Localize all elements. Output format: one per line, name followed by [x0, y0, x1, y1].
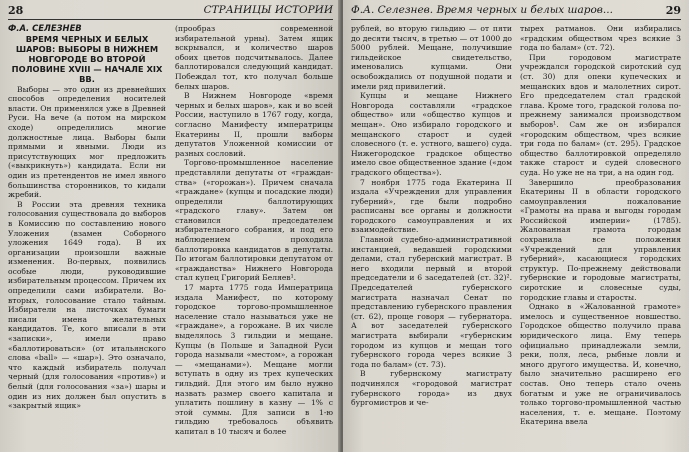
right-col1-paragraph: Купцы и мещане Нижнего Новгорода составляли «градское общество» или «общество купцов и мещан». Оно избирало городского и мещанского старост и судей словесного (т. е. устного, вашего) суда. Нижегородское градское общество имело свое общественное здание («дом градского общества»).	[351, 91, 512, 177]
left-col2-paragraph: (прообраз современной избирательной урны). Затем ящик вскрывался, и количество шаров обоих цветов подсчитывалось. Далее баллотировался следующий кандидат. Побеждал тот, кто получал больше белых шаров.	[175, 24, 333, 91]
right-column-1	[351, 24, 512, 452]
right-col2-paragraph: тырех ратманов. Они избирались «градским обществом чрез всякие 3 года по балам» (ст. 72).	[520, 24, 681, 53]
left-column-1	[8, 24, 166, 452]
right-page-number: 29	[665, 4, 681, 17]
right-header-rule	[351, 19, 681, 20]
right-col2-paragraph: При городовом магистрате учреждался городской сиротский суд (ст. 30) для опеки купеческих и мещанских вдов и малолетних сирот. Его председателем стал градской глава. Кроме того, градской голова по-прежнему занимался производством выборов¹. Сам же он избирался «городским обществом, чрез всякие три года по балам» (ст. 295). Градское общество баллотировкой определяло также старост и судей словесного суда. Но уже не на три, а на один год.	[520, 52, 681, 177]
right-col1-paragraph: 7 ноября 1775 года Екатерина II издала «Учреждения для управления губерний», где были подробно расписаны все органы и должности городского самоуправления и их взаимодействие.	[351, 177, 512, 235]
article-title: ВРЕМЯ ЧЕРНЫХ И БЕЛЫХ ШАРОВ: ВЫБОРЫ В НИЖНЕМ НОВГОРОДЕ ВО ВТОРОЙ ПОЛОВИНЕ XVIII — НАЧАЛЕ XIX ВВ.	[11, 33, 163, 85]
right-running-head: Ф.А. Селезнев. Время черных и белых шаров...	[351, 4, 613, 16]
left-page-header	[8, 3, 333, 18]
left-col2-paragraph: В Нижнем Новгороде «время черных и белых шаров», как и во всей России, наступило в 1767 году, когда, согласно Манифесту императрицы Екатерины II, прошли выборы депутатов Уложенной комиссии от разных сословий.	[175, 91, 333, 158]
right-page	[343, 0, 689, 452]
left-col2-paragraph: 17 марта 1775 года Императрица издала Манифест, по которому городское торгово-промышленное население стало называться уже не «граждане», а горожане. В их числе выделялось 3 гильдии и мещане. Купцы (в Польше и Западной Руси города называли «местом», а горожан — «мещанами»). Мещане могли вступать в одну из трех купеческих гильдий. Для этого им было нужно назвать размер своего капитала и уплатить пошлину в казну — 1% с этой суммы. Для записи в 1-ю гильдию требовалось объявить капитал в 10 тысяч и более	[175, 283, 333, 436]
left-col2-paragraph: Торгово-промышленное население представляли депутаты от «граждан-ства» («горожан»). Причем сначала «граждане» (купцы и посадские люди) определяли баллотирующих «градского главу». Затем он становился председателем избирательного собрания, и под его наблюдением проходила баллотировка кандидатов в депутаты. По итогам баллотировки депутатом от «гражданства» Нижнего Новгорода стал купец Григорий Беляев¹.	[175, 158, 333, 283]
right-column-2	[520, 24, 681, 452]
left-col1-paragraph: Выборы — это один из древнейших способов определения носителей власти. Он применялся уже в Древней Руси. На вече (а потом на мирском сходе) определялись многие должностные лица. Выборы были прямыми и явными. Люди из присутствующих мог предложить («выкрикнуть») кандидата. Если ни один из претендентов не имел явного большинства сторонников, то кидали жребий.	[8, 84, 166, 200]
left-column-2	[175, 24, 333, 452]
left-header-rule	[8, 19, 333, 20]
left-page-number: 28	[8, 4, 24, 17]
left-running-head: СТРАНИЦЫ ИСТОРИИ	[203, 4, 333, 16]
left-col1-paragraph: В России эта древняя техника голосования существовала до выборов в Комиссию по составлению нового Уложения (взамен Соборного уложения 1649 года). В их организации произошли важные изменения. Во-первых, появились особые люди, руководившие избирательным процессом. Причем их определили сами избиратели. Во-вторых, голосование стало тайным. Избиратели на листочках бумаги писали имена желательных кандидатов. Те, кого вписали в эти «записки», имели право «баллотироваться» (от итальянского слова «ball» — «шар»). Это означало, что каждый избиратель получал черный (для голосования «против») и белый (для голосования «за») шары и один из них должен был опустить в «закрытый ящик»	[8, 199, 166, 411]
right-col1-paragraph: Главной судебно-административной инстанцией, ведавшей городскими делами, стал губернский магистрат. В него входили первый и второй председатели и 6 заседателей (ст. 32)². Председателей губернского магистрата назначал Сенат по представлению губернского правления (ст. 62), проще говоря — губернатора. А вот заседателей губернского магистрата выбирали «губернским городом из купцов и мещан того губернского города через всякие 3 года по балам» (ст. 73).	[351, 235, 512, 369]
right-col2-paragraph: Однако в «Жалованной грамоте» имелось и существенное новшество. Городское общество получило права юридического лица. Ему теперь официально принадлежали земли, реки, поля, леса, рыбные ловли и много другого имущества. И, конечно, было значительно расширено его состав. Оно теперь стало очень богатым и уже не ограничивалось только торгово-промышленной частью населения, т. е. мещане. Поэтому Екатерина ввела	[520, 302, 681, 427]
right-page-header	[351, 3, 681, 18]
right-col1-paragraph: рублей, во вторую гильдию — от пяти до десяти тысяч, в третью — от 1000 до 5000 рублей. Мещане, получившие гильдейское свидетельство, именовались купцами. Они освобождались от подушной подати и имели ряд привилегий.	[351, 24, 512, 91]
right-col2-paragraph: Завершило преобразования Екатерины II в области городского самоуправления пожалование «Грамоты на права и выгоды городам Российской империи» (1785). Жалованная грамота городам сохранила все положения «Учреждений для управления губерний», касающиеся городских структур. По-прежнему действовали губернские и городовые магистраты, сиротские и словесные суды, городские главы и старосты.	[520, 177, 681, 302]
right-col1-paragraph: В губернскому магистрату подчинялся «городовой магистрат губернского города» из двух бургомистров и че-	[351, 369, 512, 408]
article-author: Ф.А. СЕЛЕЗНЕВ	[8, 24, 82, 33]
left-page	[0, 0, 341, 452]
